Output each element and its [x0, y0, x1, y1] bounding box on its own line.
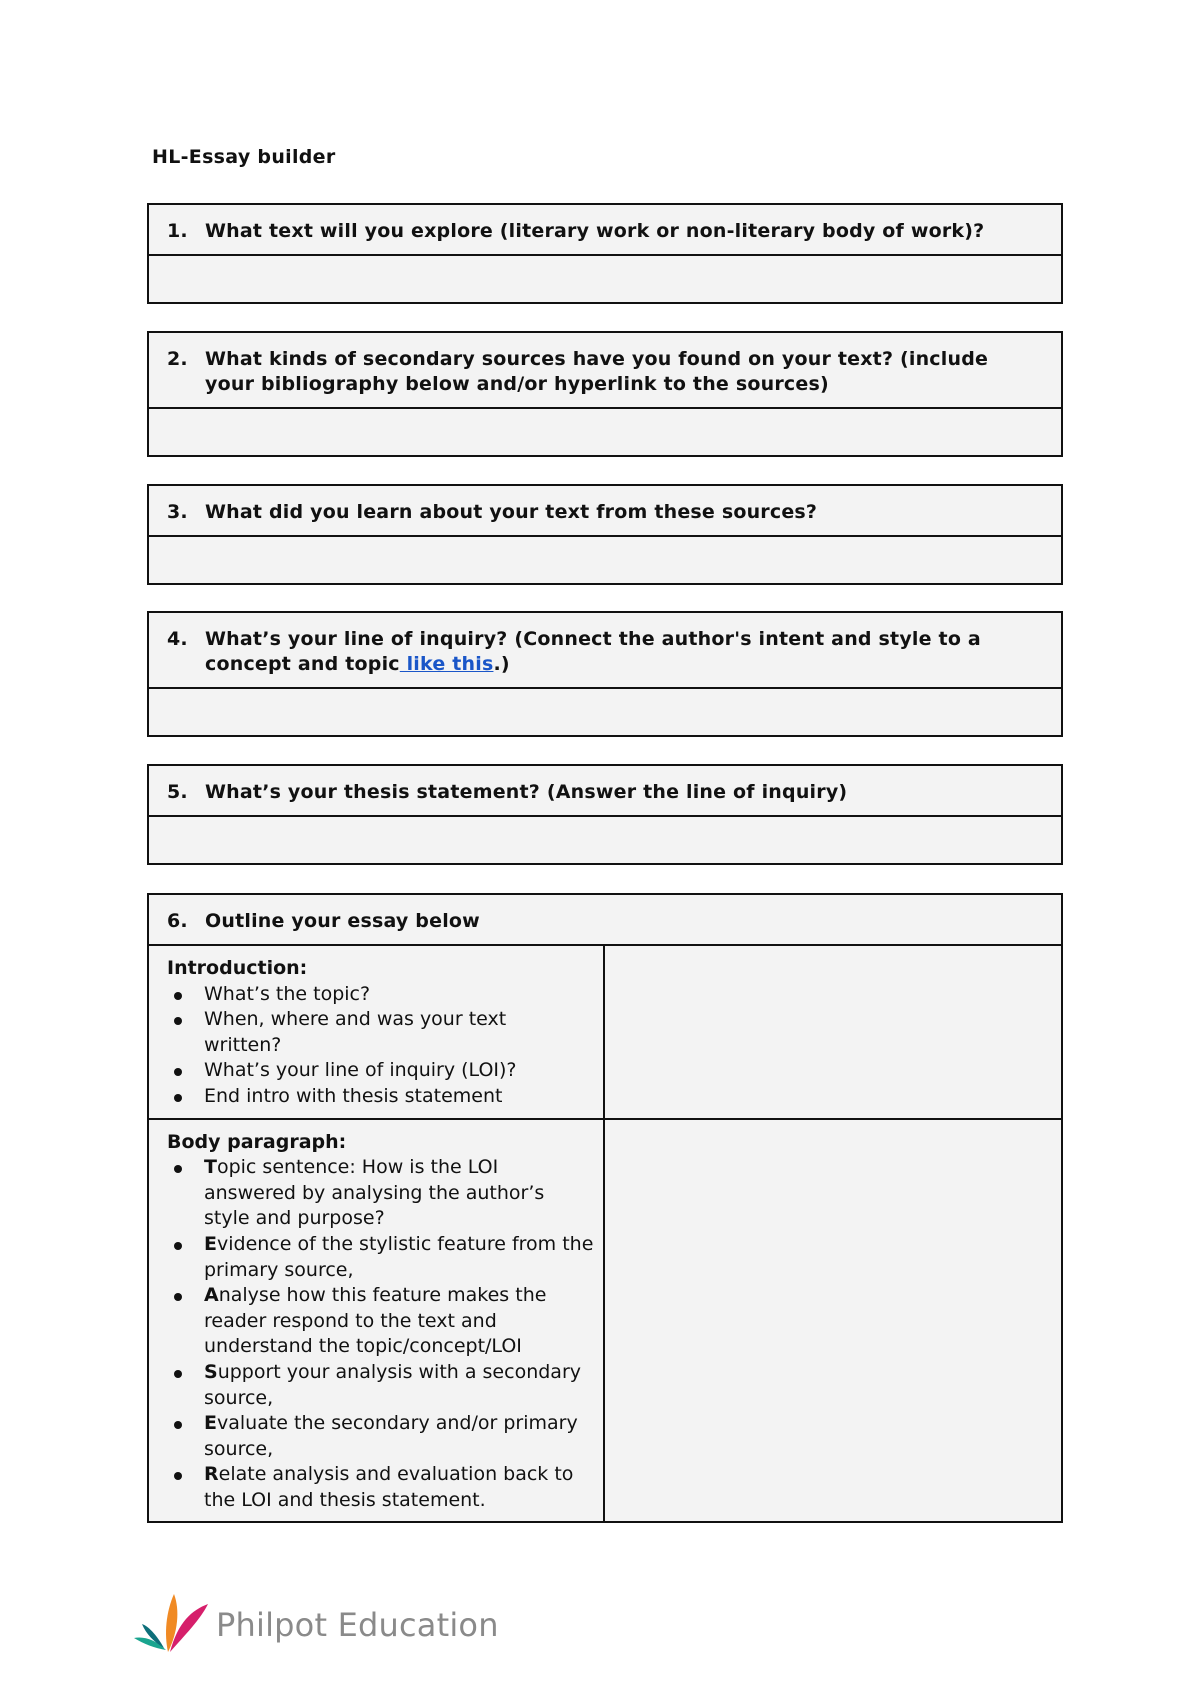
answer-5-field[interactable]	[149, 817, 1061, 863]
question-number: 3.	[167, 501, 188, 523]
question-1-text: What text will you explore (literary work or non-literary body of work)?	[205, 220, 985, 242]
body-row	[149, 1118, 1061, 1522]
question-2-box	[147, 331, 1063, 457]
question-4-box	[147, 611, 1063, 737]
outline-heading: Outline your essay below	[205, 910, 480, 932]
initial-letter: A	[204, 1284, 219, 1307]
initial-letter: S	[204, 1360, 218, 1383]
body-prompts	[149, 1120, 605, 1522]
question-5-header	[149, 766, 1061, 817]
list-item	[167, 1155, 595, 1232]
question-1-header	[149, 205, 1061, 256]
like-this-link[interactable]: like this	[399, 653, 494, 675]
question-5-text: What’s your thesis statement? (Answer the line of inquiry)	[205, 781, 848, 803]
item-text: upport your analysis with a secondary source,	[204, 1360, 581, 1409]
item-text: opic sentence: How is the LOI answered by analysing the author’s style and purpose?	[204, 1156, 545, 1230]
logo-text: Philpot Education	[216, 1606, 499, 1644]
question-2-text: What kinds of secondary sources have you found on your text? (include your bibliography below and/or hyperlink to the sources)	[205, 348, 989, 395]
question-1-box	[147, 203, 1063, 304]
question-4-text	[205, 627, 1041, 677]
list-item: End intro with thesis statement	[167, 1084, 595, 1110]
item-text: valuate the secondary and/or primary source,	[204, 1412, 578, 1460]
intro-title: Introduction:	[167, 957, 308, 979]
answer-1-field[interactable]	[149, 256, 1061, 302]
body-title: Body paragraph:	[167, 1130, 347, 1153]
intro-prompts	[149, 946, 605, 1118]
leaf-logo-icon	[130, 1590, 210, 1660]
question-2-header	[149, 333, 1061, 409]
list-item: When, where and was your text written?	[167, 1007, 595, 1058]
question-3-box	[147, 484, 1063, 585]
outline-header	[149, 895, 1061, 944]
question-number: 2.	[167, 348, 188, 370]
question-number: 4.	[167, 628, 188, 650]
answer-3-field[interactable]	[149, 537, 1061, 583]
item-text: elate analysis and evaluation back to the LOI and thesis statement.	[204, 1463, 574, 1511]
list-item: What’s the topic?	[167, 982, 595, 1008]
body-answer-field[interactable]	[605, 1120, 1061, 1522]
list-item	[167, 1360, 595, 1411]
question-number: 1.	[167, 220, 188, 242]
question-4-text-start: What’s your line of inquiry? (Connect the author's intent and style to a concept and topic	[205, 628, 981, 675]
body-list	[167, 1155, 595, 1513]
question-4-text-end: .)	[493, 653, 510, 675]
list-item	[167, 1411, 595, 1462]
item-text: nalyse how this feature makes the reader respond to the text and understand the topic/concept/LOI	[204, 1284, 547, 1358]
philpot-logo	[130, 1590, 499, 1660]
question-3-text: What did you learn about your text from these sources?	[205, 501, 818, 523]
answer-2-field[interactable]	[149, 409, 1061, 455]
question-5-box	[147, 764, 1063, 865]
initial-letter: E	[204, 1412, 217, 1435]
list-item: What’s your line of inquiry (LOI)?	[167, 1058, 595, 1084]
initial-letter: E	[204, 1232, 217, 1255]
initial-letter: T	[204, 1156, 217, 1179]
answer-4-field[interactable]	[149, 689, 1061, 735]
list-item	[167, 1462, 595, 1513]
list-item	[167, 1232, 595, 1283]
question-number: 6.	[167, 910, 188, 932]
question-4-header	[149, 613, 1061, 689]
intro-list	[167, 982, 595, 1110]
initial-letter: R	[204, 1463, 219, 1486]
page-title: HL-Essay builder	[152, 146, 336, 168]
question-3-header	[149, 486, 1061, 537]
item-text: vidence of the stylistic feature from the primary source,	[204, 1232, 594, 1281]
question-number: 5.	[167, 781, 188, 803]
list-item	[167, 1283, 595, 1360]
intro-row	[149, 944, 1061, 1118]
outline-table	[147, 893, 1063, 1523]
intro-answer-field[interactable]	[605, 946, 1061, 1118]
